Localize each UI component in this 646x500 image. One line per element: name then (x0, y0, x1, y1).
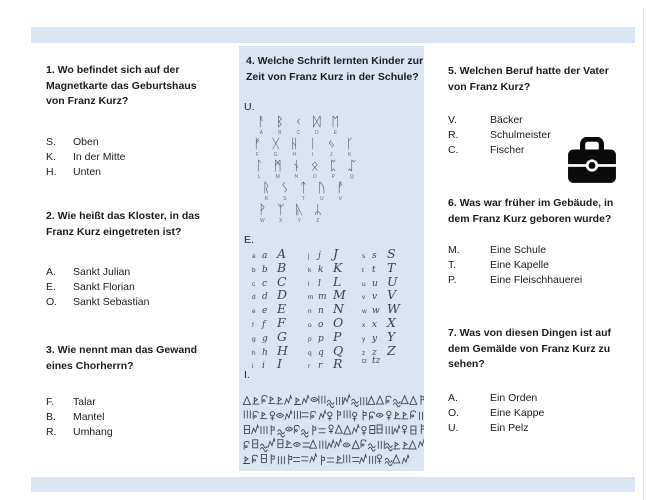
kurrent-column (362, 246, 418, 370)
rune-label: H (292, 152, 297, 158)
rune-label: U (319, 196, 324, 202)
kurrent-lowercase: l (318, 278, 321, 289)
question-5-title (448, 64, 609, 95)
rune-label: J (330, 152, 333, 158)
option-text: Eine Kappe (490, 407, 545, 419)
rune-glyph: ᛁ (308, 137, 317, 152)
question-1-title (46, 63, 197, 110)
rune-cell (308, 116, 327, 138)
option-letter: V. (448, 114, 457, 126)
rune-glyph: ᛉ (276, 203, 285, 218)
kurrent-row (252, 274, 308, 288)
rune-cell (257, 182, 276, 204)
kurrent-row (252, 287, 308, 301)
kurrent-label: i (252, 363, 254, 371)
kurrent-row (362, 246, 418, 260)
option-letter-kurrent: E. (244, 234, 254, 246)
kurrent-capital: R (333, 356, 343, 372)
kurrent-capital: C (277, 273, 287, 289)
option-letter-runes: U. (244, 101, 255, 113)
option-row (46, 410, 113, 425)
option-row (46, 280, 149, 295)
rune-glyph: ᚴ (345, 137, 354, 152)
question-4-title (246, 54, 423, 85)
option-row (46, 395, 113, 410)
kurrent-label: p (308, 335, 312, 343)
kurrent-label: n (308, 308, 312, 316)
kurrent-row (252, 329, 308, 343)
kurrent-lowercase: o (318, 319, 324, 330)
rune-label: V (338, 196, 342, 202)
rune-label: A (259, 130, 263, 136)
kurrent-lowercase: n (318, 306, 324, 317)
kurrent-capital: Y (387, 328, 396, 344)
rune-label: D (314, 130, 319, 136)
rune-label: P (331, 174, 335, 180)
rune-glyph: ᛊ (280, 181, 289, 196)
kurrent-capital: V (387, 287, 397, 303)
kurrent-lowercase: z (372, 347, 377, 358)
option-text: Sankt Florian (73, 281, 135, 293)
rune-glyph: ᚲ (294, 115, 303, 130)
kurrent-label: k (308, 266, 312, 274)
option-text: In der Mitte (73, 151, 126, 163)
option-text: Sankt Julian (73, 266, 131, 278)
kurrent-label: l (308, 280, 310, 288)
question-3-options (46, 395, 113, 440)
option-row (46, 135, 126, 150)
kurrent-lowercase: i (262, 361, 265, 372)
kurrent-row (252, 343, 308, 357)
kurrent-row (362, 329, 418, 343)
rune-row (252, 116, 361, 138)
rune-cell (304, 138, 323, 160)
kurrent-row (252, 260, 308, 274)
kurrent-capital: T (387, 259, 396, 275)
kurrent-lowercase: s (372, 251, 377, 261)
option-letter: R. (448, 129, 459, 141)
question-6-title (448, 196, 613, 227)
kurrent-label: o (308, 321, 312, 329)
kurrent-label: r (308, 363, 311, 371)
rune-glyph: ᛦ (313, 203, 322, 218)
rune-glyph: ᛈ (329, 159, 338, 174)
rune-glyph: ᛖ (331, 115, 340, 130)
option-letter: O. (448, 407, 460, 419)
option-text: Umhang (73, 426, 113, 438)
kurrent-capital: H (277, 342, 288, 358)
kurrent-chart (252, 246, 418, 370)
rune-glyph: ᚺ (290, 137, 299, 152)
question-title-line: sehen? (448, 358, 485, 370)
kurrent-label: v (362, 294, 366, 302)
rune-glyph: ᛒ (275, 115, 284, 130)
option-text: Talar (73, 396, 96, 408)
kurrent-lowercase: r (318, 361, 323, 372)
question-title-line: eines Chorherrn? (46, 359, 134, 372)
rune-label: N (294, 174, 299, 180)
kurrent-lowercase: h (262, 347, 268, 358)
kurrent-label: w (362, 308, 367, 316)
rune-cell (341, 138, 360, 160)
option-text: Unten (73, 166, 102, 178)
rune-glyph: ᛃ (327, 137, 336, 152)
rune-row (250, 160, 361, 182)
rune-cell (294, 182, 313, 204)
kurrent-lowercase: w (372, 306, 380, 317)
kurrent-column (308, 246, 362, 370)
kurrent-capital: D (277, 287, 288, 303)
option-letter: B. (46, 411, 56, 423)
option-letter: R. (46, 426, 57, 438)
kurrent-row (308, 356, 362, 370)
kurrent-lowercase: b (262, 264, 268, 275)
kurrent-row (252, 315, 308, 329)
rune-label: K (348, 152, 352, 158)
kurrent-label: t (362, 266, 364, 274)
option-row (448, 113, 551, 128)
option-letter: P. (448, 274, 457, 286)
question-7-options (448, 391, 544, 436)
rune-cell (322, 138, 341, 160)
option-letter: F. (46, 396, 55, 408)
question-title-line: dem Franz Kurz geboren wurde? (448, 212, 612, 225)
option-text: Schulmeister (490, 129, 551, 141)
kurrent-capital: P (333, 328, 342, 344)
rune-label: F (255, 152, 259, 158)
kurrent-capital: M (333, 287, 346, 303)
kurrent-label: c (252, 280, 256, 288)
rune-cell (252, 116, 271, 138)
rune-glyph: ᛞ (312, 115, 321, 130)
option-text: Eine Fleischhauerei (490, 274, 583, 286)
option-row (448, 243, 582, 258)
kurrent-capital: U (387, 273, 398, 289)
question-title-line: dem Gemälde von Franz Kurz zu (448, 342, 611, 355)
rune-label: O (312, 174, 317, 180)
rune-glyph: ᛚ (255, 159, 264, 174)
option-letter: A. (448, 392, 458, 404)
rune-glyph: ᛗ (273, 159, 282, 174)
option-text: Sankt Sebastian (73, 296, 150, 308)
option-text: Mantel (73, 411, 105, 423)
option-text: Bäcker (490, 114, 523, 126)
rune-cell (271, 116, 290, 138)
question-2-options (46, 265, 149, 310)
rune-glyph: ᚣ (295, 203, 304, 218)
kurrent-row (362, 356, 418, 370)
kurrent-lowercase: u (372, 278, 378, 289)
kurrent-row (362, 260, 418, 274)
rune-label: E (333, 130, 337, 136)
rune-glyph: ᚱ (262, 181, 271, 196)
question-3-title (46, 343, 197, 374)
kurrent-label: g (252, 335, 256, 343)
kurrent-lowercase: tz (372, 356, 381, 367)
kurrent-lowercase: c (262, 278, 268, 289)
kurrent-row (308, 246, 362, 260)
rune-label: B (278, 130, 282, 136)
kurrent-lowercase: e (262, 306, 268, 317)
question-1-options (46, 135, 126, 180)
option-letter: E. (46, 281, 56, 293)
kurrent-label: d (252, 294, 256, 302)
kurrent-lowercase: j (318, 251, 321, 261)
kurrent-row (308, 343, 362, 357)
option-letter: U. (448, 422, 459, 434)
page-right-edge (643, 8, 644, 500)
question-title-line: von Franz Kurz? (448, 80, 531, 93)
kurrent-label: a (252, 253, 256, 260)
rune-label: G (273, 152, 278, 158)
option-text: Eine Kapelle (490, 259, 549, 271)
kurrent-label: s (362, 253, 366, 260)
question-2-title (46, 209, 200, 240)
option-row (46, 295, 149, 310)
kurrent-capital: L (333, 273, 342, 289)
kurrent-label: m (308, 294, 314, 302)
rune-label: S (283, 196, 287, 202)
rune-cell (248, 138, 267, 160)
rune-label: C (296, 130, 301, 136)
option-text: Ein Pelz (490, 422, 529, 434)
kurrent-capital: K (333, 259, 343, 275)
rune-cell (331, 182, 350, 204)
rune-glyph: ᛏ (299, 181, 308, 196)
kurrent-row (252, 301, 308, 315)
question-title-line: 1. Wo befindet sich auf der (46, 64, 180, 76)
kurrent-lowercase: f (262, 319, 266, 330)
rune-glyph: ᚡ (336, 181, 345, 196)
question-title-line: 6. Was war früher im Gebäude, in (448, 197, 614, 209)
option-text: Ein Orden (490, 392, 538, 404)
rune-glyph: ᛟ (310, 159, 319, 174)
rune-glyph: ᚨ (257, 115, 266, 130)
option-row (448, 421, 544, 436)
kurrent-column (252, 246, 308, 370)
kurrent-row (308, 329, 362, 343)
question-5-options (448, 113, 551, 158)
kurrent-label: f (252, 321, 254, 329)
question-7-title (448, 326, 611, 373)
rune-glyph: ᛢ (347, 159, 356, 174)
rune-label: I (312, 152, 314, 158)
kurrent-row (362, 301, 418, 315)
kurrent-row (308, 287, 362, 301)
kurrent-lowercase: k (318, 264, 324, 275)
rune-cell (313, 182, 332, 204)
option-letter: S. (46, 136, 56, 148)
option-row (448, 406, 544, 421)
runes-chart (248, 116, 361, 226)
kurrent-lowercase: p (318, 333, 324, 344)
option-row (46, 150, 126, 165)
kurrent-row (362, 274, 418, 288)
kurrent-lowercase: m (318, 292, 327, 303)
rune-cell (306, 160, 325, 182)
top-accent-bar (31, 27, 635, 43)
rune-row (253, 204, 361, 226)
kurrent-lowercase: y (372, 333, 378, 344)
kurrent-row (308, 301, 362, 315)
rune-glyph: ᚢ (317, 181, 326, 196)
kurrent-capital: J (333, 246, 339, 261)
kurrent-capital: N (333, 301, 344, 317)
option-row (46, 425, 113, 440)
briefcase-icon (567, 137, 617, 185)
kurrent-capital: S (387, 246, 396, 261)
kurrent-row (308, 315, 362, 329)
rune-cell (343, 160, 362, 182)
kurrent-label: tz (362, 358, 368, 366)
kurrent-capital: W (387, 301, 400, 317)
rune-label: M (275, 174, 280, 180)
question-title-line: von Franz Kurz? (46, 95, 129, 107)
option-row (448, 258, 582, 273)
question-title-line: 5. Welchen Beruf hatte der Vater (448, 65, 609, 77)
rune-cell (290, 204, 309, 226)
rune-row (248, 138, 361, 160)
rune-cell (324, 160, 343, 182)
kurrent-row (362, 287, 418, 301)
option-letter: A. (46, 266, 56, 278)
question-title-line: 2. Wie heißt das Kloster, in das (46, 210, 200, 222)
kurrent-capital: F (277, 314, 286, 330)
option-letter-hieroglyphs: I. (244, 369, 250, 381)
kurrent-capital: A (277, 246, 287, 261)
option-row (46, 165, 126, 180)
rune-cell (287, 160, 306, 182)
kurrent-lowercase: g (262, 333, 268, 344)
rune-cell (269, 160, 288, 182)
rune-cell (253, 204, 272, 226)
option-letter: C. (448, 144, 459, 156)
rune-glyph: ᚾ (292, 159, 301, 174)
kurrent-label: q (308, 349, 312, 357)
kurrent-lowercase: a (262, 251, 268, 261)
kurrent-lowercase: t (372, 264, 376, 275)
hieroglyphs-chart (241, 392, 424, 468)
bottom-accent-bar (31, 477, 635, 492)
kurrent-label: e (252, 308, 256, 316)
rune-cell (309, 204, 328, 226)
kurrent-capital: E (277, 301, 287, 317)
kurrent-lowercase: q (318, 347, 324, 358)
kurrent-capital: G (277, 328, 287, 344)
rune-label: Y (297, 218, 301, 224)
question-title-line: 7. Was von diesen Dingen ist auf (448, 327, 611, 339)
option-row (448, 128, 551, 143)
question-title-line: Zeit von Franz Kurz in der Schule? (246, 70, 419, 83)
option-text: Oben (73, 136, 99, 148)
kurrent-label: u (362, 280, 366, 288)
option-text: Eine Schule (490, 244, 547, 256)
kurrent-lowercase: x (372, 319, 378, 330)
rune-row (257, 182, 361, 204)
question-title-line: 3. Wie nennt man das Gewand (46, 344, 198, 356)
question-title-line: Magnetkarte das Geburtshaus (46, 79, 197, 92)
rune-cell (267, 138, 286, 160)
option-letter: K. (46, 151, 56, 163)
rune-glyph: ᚷ (271, 137, 280, 152)
kurrent-label: j (308, 253, 310, 260)
kurrent-row (308, 274, 362, 288)
rune-cell (289, 116, 308, 138)
question-title-line: 4. Welche Schrift lernten Kinder zur (246, 55, 424, 67)
rune-cell (276, 182, 295, 204)
kurrent-label: y (362, 335, 366, 343)
kurrent-label: b (252, 266, 256, 274)
kurrent-row (362, 343, 418, 357)
kurrent-label: z (362, 349, 366, 357)
option-letter: M. (448, 244, 460, 256)
rune-cell (285, 138, 304, 160)
kurrent-label: x (362, 321, 366, 329)
question-6-options (448, 243, 582, 288)
kurrent-capital: B (277, 259, 287, 275)
kurrent-capital: I (277, 356, 282, 372)
rune-label: Z (316, 218, 320, 224)
kurrent-capital: X (387, 314, 396, 330)
rune-label: R (264, 196, 269, 202)
kurrent-lowercase: v (372, 292, 378, 303)
kurrent-capital: O (333, 314, 344, 330)
rune-label: X (279, 218, 283, 224)
option-row (46, 265, 149, 280)
kurrent-lowercase: d (262, 292, 268, 303)
rune-label: L (257, 174, 261, 180)
kurrent-capital: Z (387, 342, 396, 358)
option-row (448, 391, 544, 406)
kurrent-row (252, 246, 308, 260)
question-title-line: Franz Kurz eingetreten ist? (46, 225, 182, 238)
option-row (448, 143, 551, 158)
rune-cell (250, 160, 269, 182)
kurrent-label: h (252, 349, 256, 357)
rune-cell (326, 116, 345, 138)
option-letter: T. (448, 259, 457, 271)
rune-cell (272, 204, 291, 226)
rune-label: T (301, 196, 305, 202)
rune-glyph: ᚠ (253, 137, 262, 152)
option-letter: H. (46, 166, 57, 178)
rune-label: W (259, 218, 265, 224)
option-text: Fischer (490, 144, 525, 156)
kurrent-row (252, 356, 308, 370)
kurrent-row (362, 315, 418, 329)
rune-label: Q (349, 174, 354, 180)
option-row (448, 273, 582, 288)
rune-glyph: ᚹ (258, 203, 267, 218)
option-letter: O. (46, 296, 58, 308)
kurrent-row (308, 260, 362, 274)
kurrent-capital: Q (333, 342, 344, 358)
